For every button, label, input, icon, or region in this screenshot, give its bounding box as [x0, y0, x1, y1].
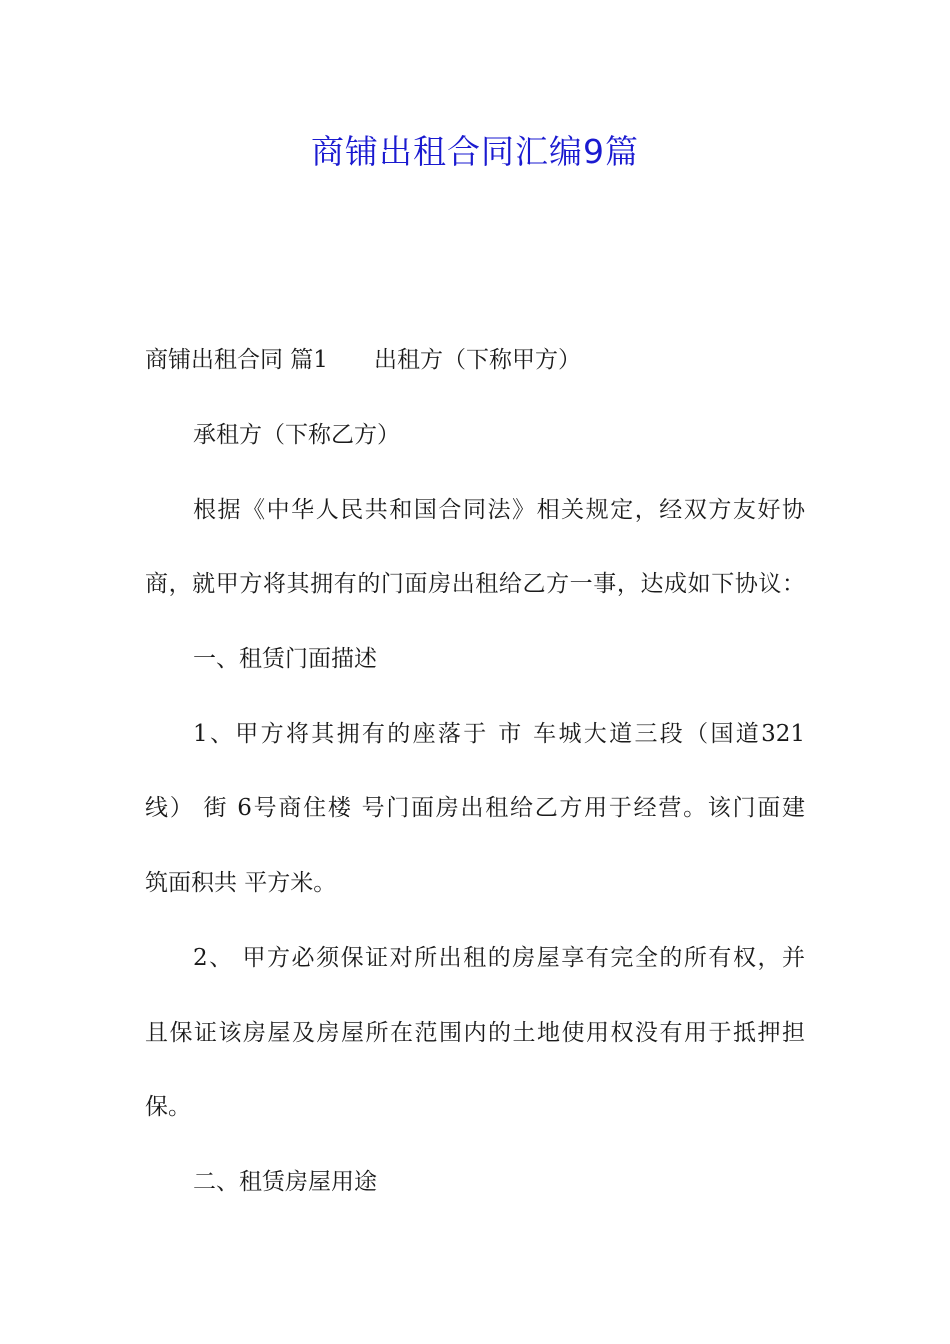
paragraph-line: 商，就甲方将其拥有的门面房出租给乙方一事，达成如下协议： [145, 571, 805, 597]
document-title: 商铺出租合同汇编9篇 [311, 132, 639, 171]
contract-heading-line [145, 342, 805, 378]
lessee-label: 承租方（下称乙方） [193, 422, 400, 448]
paragraph-line: 1、甲方将其拥有的座落于 市 车城大道三段（国道321 [193, 721, 805, 747]
paragraph-line: 根据《中华人民共和国合同法》相关规定，经双方友好协 [193, 497, 805, 523]
paragraph-line: 筑面积共 平方米。 [145, 870, 337, 896]
paragraph-line: 2、 甲方必须保证对所出租的房屋享有完全的所有权，并 [193, 945, 805, 971]
lessor-label: 出租方（下称甲方） [373, 347, 581, 373]
paragraph-line: 且保证该房屋及房屋所在范围内的土地使用权没有用于抵押担 [145, 1020, 805, 1046]
paragraph-line: 保。 [145, 1094, 191, 1120]
contract-section-label: 商铺出租合同 篇1 [145, 347, 328, 373]
section-heading: 二、租赁房屋用途 [193, 1169, 377, 1195]
section-heading: 一、租赁门面描述 [193, 646, 377, 672]
paragraph-line: 线） 街 6号商住楼 号门面房出租给乙方用于经营。该门面建 [145, 795, 805, 821]
